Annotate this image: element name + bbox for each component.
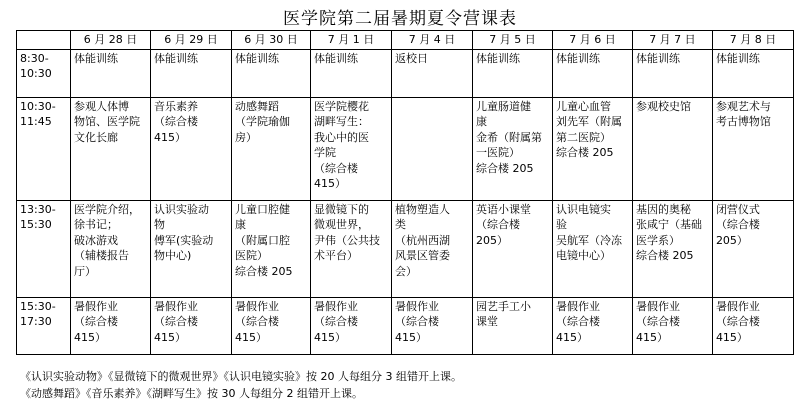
page-title: 医学院第二届暑期夏令营课表 [283, 9, 517, 29]
table-cell: 体能训练 [472, 49, 552, 97]
table-row [17, 200, 794, 297]
table-cell: 医学院樱花 湖畔写生： 我心中的医 学院 （综合楼 415） [310, 97, 391, 200]
table-cell: 参观人体博 物馆、医学院 文化长廊 [71, 97, 151, 200]
table-row [17, 49, 794, 97]
table-cell: 体能训练 [232, 49, 311, 97]
header-cell: 7 月 4 日 [391, 31, 472, 50]
table-cell: 体能训练 [552, 49, 632, 97]
table-cell: 体能训练 [632, 49, 712, 97]
header-cell: 6 月 30 日 [232, 31, 311, 50]
table-cell: 暑假作业 （综合楼 415） [71, 297, 151, 354]
time-cell: 13:30- 15:30 [17, 200, 71, 297]
header-row [17, 31, 794, 50]
table-cell: 闭营仪式 （综合楼 205） [712, 200, 793, 297]
header-cell: 7 月 8 日 [712, 31, 793, 50]
table-cell: 体能训练 [310, 49, 391, 97]
notes [20, 368, 462, 402]
table-cell: 参观艺术与 考古博物馆 [712, 97, 793, 200]
header-cell: 6 月 28 日 [71, 31, 151, 50]
table-cell: 动感舞蹈 （学院瑜伽 房） [232, 97, 311, 200]
table-cell: 参观校史馆 [632, 97, 712, 200]
table-cell: 返校日 [391, 49, 472, 97]
table-cell: 暑假作业 （综合楼 415） [712, 297, 793, 354]
table-cell: 暑假作业 （综合楼 415） [151, 297, 232, 354]
table-cell: 园艺手工小 课堂 [472, 297, 552, 354]
header-cell: 7 月 7 日 [632, 31, 712, 50]
time-cell: 8:30- 10:30 [17, 49, 71, 97]
table-cell: 英语小课堂 （综合楼 205） [472, 200, 552, 297]
table-cell: 暑假作业 （综合楼 415） [632, 297, 712, 354]
table-cell: 植物塑造人 类 （杭州西湖 风景区管委 会） [391, 200, 472, 297]
time-cell: 10:30- 11:45 [17, 97, 71, 200]
table-cell [391, 97, 472, 200]
table-cell: 儿童心血管 刘先军（附属 第二医院） 综合楼 205 [552, 97, 632, 200]
table-cell: 显微镜下的 微观世界， 尹伟（公共技 术平台） [310, 200, 391, 297]
table-cell: 暑假作业 （综合楼 415） [552, 297, 632, 354]
table-cell: 儿童肠道健 康 金希（附属第 一医院） 综合楼 205 [472, 97, 552, 200]
header-cell: 6 月 29 日 [151, 31, 232, 50]
header-cell [17, 31, 71, 50]
table-cell: 认识电镜实 验 吴航军（冷冻 电镜中心） [552, 200, 632, 297]
note-line: 《动感舞蹈》《音乐素养》《湖畔写生》按 30 人每组分 2 组错开上课。 [20, 387, 363, 400]
table-cell: 体能训练 [151, 49, 232, 97]
table-cell: 音乐素养 （综合楼 415） [151, 97, 232, 200]
table-cell: 认识实验动 物 傅军(实验动 物中心) [151, 200, 232, 297]
schedule-table [16, 30, 794, 355]
header-cell: 7 月 1 日 [310, 31, 391, 50]
table-cell: 医学院介绍， 徐书记； 破冰游戏 （辅楼报告 厅） [71, 200, 151, 297]
table-cell: 暑假作业 （综合楼 415） [232, 297, 311, 354]
table-cell: 体能训练 [71, 49, 151, 97]
header-cell: 7 月 6 日 [552, 31, 632, 50]
table-row [17, 297, 794, 354]
table-cell: 儿童口腔健 康 （附属口腔 医院） 综合楼 205 [232, 200, 311, 297]
table-cell: 体能训练 [712, 49, 793, 97]
time-cell: 15:30- 17:30 [17, 297, 71, 354]
header-cell: 7 月 5 日 [472, 31, 552, 50]
table-cell: 暑假作业 （综合楼 415） [310, 297, 391, 354]
note-line: 《认识实验动物》《显微镜下的微观世界》《认识电镜实验》按 20 人每组分 3 组错开上课。 [20, 370, 462, 383]
table-cell: 暑假作业 （综合楼 415） [391, 297, 472, 354]
table-cell: 基因的奥秘 张咸宁（基础 医学系） 综合楼 205 [632, 200, 712, 297]
table-row [17, 97, 794, 200]
